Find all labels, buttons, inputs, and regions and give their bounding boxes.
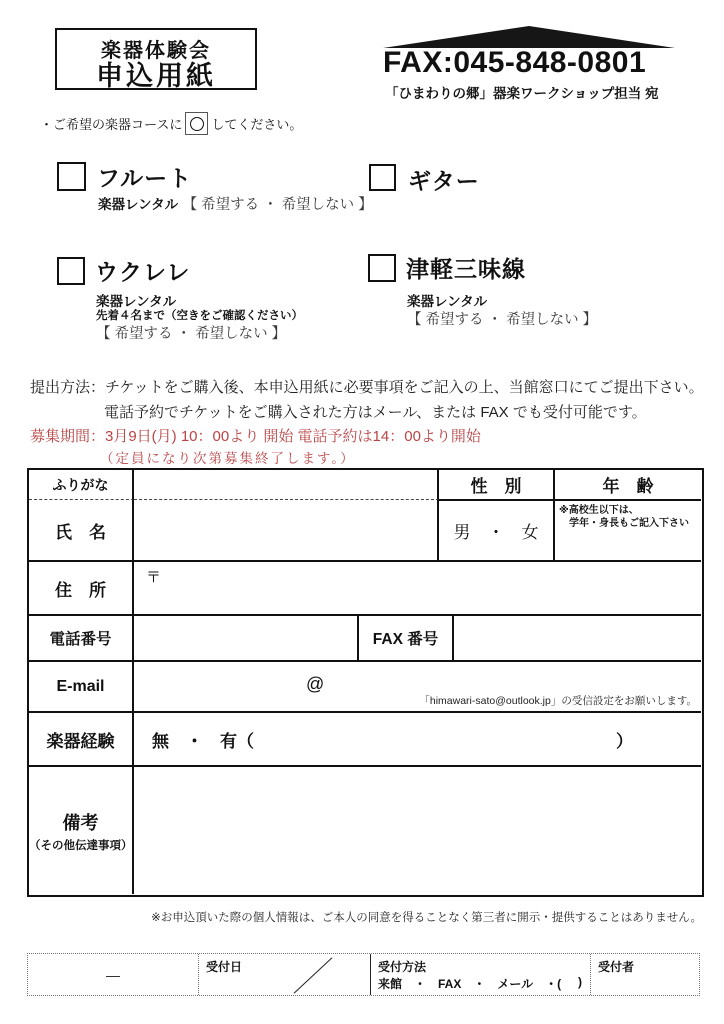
office-method-label: 受付方法 bbox=[378, 960, 427, 974]
remarks-label: 備考 bbox=[62, 812, 99, 833]
office-date-cell[interactable] bbox=[199, 954, 371, 995]
phone-input-area[interactable] bbox=[134, 614, 359, 660]
office-method-cell[interactable] bbox=[371, 954, 591, 995]
furigana-label: ふりがな bbox=[29, 470, 134, 499]
fax-label: FAX 番号 bbox=[359, 614, 454, 660]
sex-options[interactable]: 男 ・ 女 bbox=[439, 499, 555, 560]
form-title-line1: 楽器体験会 bbox=[101, 40, 211, 62]
fax-number: FAX:045-848-0801 bbox=[383, 46, 647, 79]
circle-mark-box bbox=[185, 112, 208, 135]
submission-line1: 提出方法：チケットをご購入後、本申込用紙に必要事項をご記入の上、当館窓口にてご提出下さい。 bbox=[30, 379, 704, 396]
form-title-line2: 申込用紙 bbox=[96, 61, 216, 91]
experience-input-area[interactable] bbox=[134, 711, 701, 765]
name-label: 氏 名 bbox=[29, 499, 134, 560]
form-title-box bbox=[55, 28, 257, 90]
label-ukulele: ウクレレ bbox=[95, 259, 191, 285]
submission-line2: 電話予約でチケットをご購入された方はメール、または FAX でも受付可能です。 bbox=[104, 404, 647, 421]
ukulele-rental-options[interactable]: 【 希望する ・ 希望しない 】 bbox=[96, 326, 287, 342]
course-instruction bbox=[40, 112, 302, 135]
checkbox-ukulele[interactable] bbox=[57, 257, 85, 285]
privacy-note: ※お申込頂いた際の個人情報は、ご本人の同意を得ることなく第三者に開示・提供することはありません。 bbox=[151, 912, 702, 924]
experience-label: 楽器経験 bbox=[29, 711, 134, 765]
remarks-input-area[interactable] bbox=[134, 765, 701, 894]
age-note-line2: 学年・身長もご記入下さい bbox=[559, 517, 689, 529]
experience-close-paren: ） bbox=[616, 731, 633, 751]
row-address bbox=[29, 560, 702, 614]
age-input-area[interactable] bbox=[555, 499, 701, 560]
email-note: 「himawari-sato@outlook.jp」の受信設定をお願いします。 bbox=[419, 695, 697, 707]
row-email bbox=[29, 660, 702, 711]
office-method-options: 来館 ・ FAX ・ メール ・( bbox=[378, 977, 562, 991]
ukulele-limit-note: 先着４名まで（空きをご確認ください） bbox=[96, 310, 303, 322]
fax-recipient: 「ひまわりの郷」器楽ワークショップ担当 宛 bbox=[385, 86, 659, 101]
row-furigana bbox=[29, 470, 702, 499]
row-name bbox=[29, 499, 702, 560]
at-sign: @ bbox=[306, 674, 325, 694]
row-phone bbox=[29, 614, 702, 660]
email-label: E-mail bbox=[29, 660, 134, 711]
label-shamisen: 津軽三味線 bbox=[406, 256, 526, 282]
sex-header: 性 別 bbox=[439, 470, 555, 499]
address-label: 住 所 bbox=[29, 560, 134, 614]
recruitment-line2: （定員になり次第募集終了します。） bbox=[100, 451, 356, 466]
flute-rental-options[interactable]: 【 希望する ・ 希望しない 】 bbox=[182, 197, 373, 213]
age-note-line1: ※高校生以下は、 bbox=[559, 505, 639, 516]
row-remarks bbox=[29, 765, 702, 894]
name-input-area[interactable] bbox=[134, 499, 439, 560]
date-slash-icon bbox=[294, 957, 333, 993]
office-staff-label: 受付者 bbox=[598, 960, 635, 974]
flute-rental-label: 楽器レンタル bbox=[98, 197, 179, 212]
checkbox-shamisen[interactable] bbox=[368, 254, 396, 282]
phone-label: 電話番号 bbox=[29, 614, 134, 660]
checkbox-flute[interactable] bbox=[57, 162, 86, 191]
office-date-label: 受付日 bbox=[206, 960, 243, 974]
shamisen-rental-label: 楽器レンタル bbox=[407, 294, 488, 309]
office-method-close-paren: ) bbox=[578, 975, 582, 989]
address-input-area[interactable] bbox=[134, 560, 701, 614]
experience-options: 無 ・ 有（ bbox=[152, 731, 254, 751]
age-header: 年 齢 bbox=[602, 477, 654, 496]
furigana-input-area[interactable] bbox=[134, 470, 439, 499]
label-flute: フルート bbox=[97, 165, 193, 191]
office-blank-cell bbox=[28, 954, 199, 995]
postal-mark: 〒 bbox=[146, 569, 162, 586]
label-guitar: ギター bbox=[408, 168, 480, 194]
office-staff-cell[interactable] bbox=[591, 954, 699, 995]
circle-mark-icon bbox=[190, 117, 204, 131]
office-use-table bbox=[27, 953, 700, 996]
fax-roof-icon bbox=[383, 26, 675, 48]
office-method-options-line bbox=[378, 975, 582, 992]
remarks-sublabel: （その他伝達事項） bbox=[29, 839, 133, 852]
flute-rental-line bbox=[98, 193, 373, 214]
email-input-area[interactable] bbox=[134, 660, 701, 711]
applicant-table bbox=[27, 468, 704, 897]
fax-input-area[interactable] bbox=[454, 614, 701, 660]
recruitment-line1: 募集期間：3月9日(月) 10：00より 開始 電話予約は14：00より開始 bbox=[30, 428, 481, 445]
row-experience bbox=[29, 711, 702, 765]
shamisen-rental-options[interactable]: 【 希望する ・ 希望しない 】 bbox=[407, 312, 598, 328]
ukulele-rental-label: 楽器レンタル bbox=[96, 294, 177, 309]
office-dash: — bbox=[106, 966, 120, 983]
remarks-label-cell bbox=[29, 765, 134, 894]
course-instruction-prefix: ・ご希望の楽器コースに bbox=[40, 117, 183, 132]
checkbox-guitar[interactable] bbox=[369, 164, 396, 191]
course-instruction-suffix: してください。 bbox=[211, 117, 303, 132]
